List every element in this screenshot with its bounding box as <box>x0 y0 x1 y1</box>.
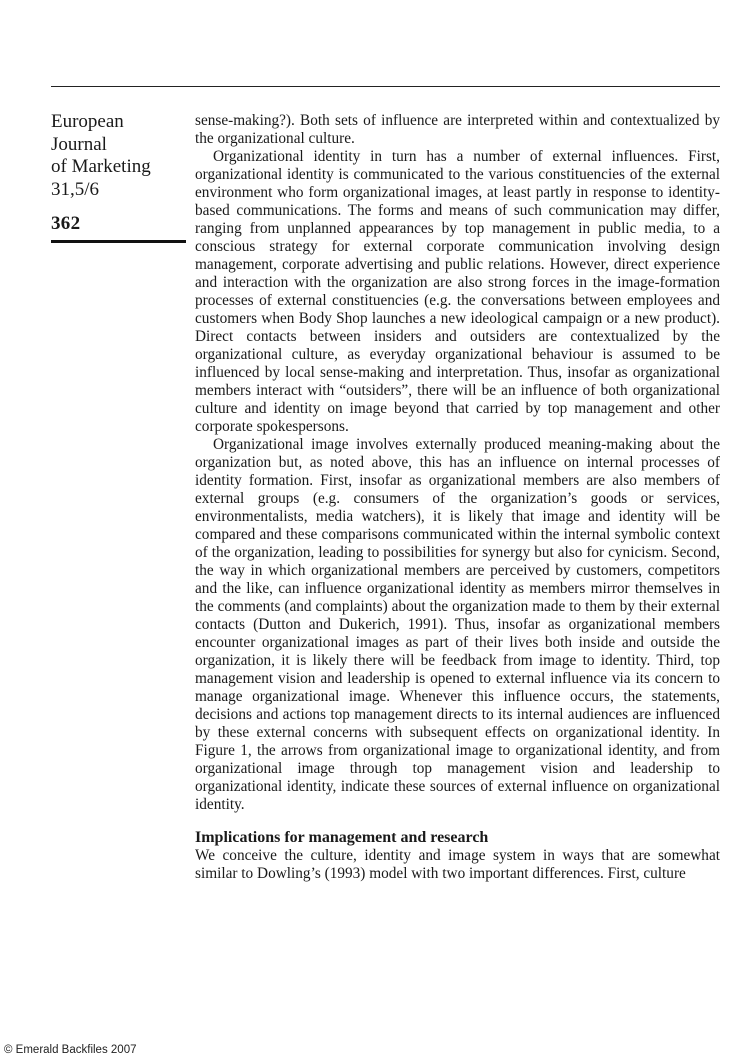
section-heading: Implications for management and research <box>195 829 489 846</box>
top-rule <box>51 86 720 87</box>
journal-line: European <box>51 111 124 132</box>
paragraph: We conceive the culture, identity and image system in ways that are somewhat similar to Dowling’s (1993) model with two important differences. First, culture <box>195 847 720 882</box>
journal-line: of Marketing <box>51 156 151 177</box>
paragraph: Organizational identity in turn has a number of external influences. First, organizational identity is communicated to the various constituencies of the external environment who form organizational images, at least partly in response to identity-based communications. The forms and means of such communication may differ, ranging from unplanned appearances by top management in public media, to a conscious strategy for external corporate communication involving design management, corporate advertising and public relations. However, direct experience and interaction with the organization are also strong forces in the image-formation processes of external constituencies (e.g. the conversations between employees and customers when Body Shop launches a new ideological campaign or a new product). Direct contacts between insiders and outsiders are contextualized by the organizational culture, as everyday organizational behaviour is assumed to be influenced by local sense-making and interpretation. Thus, insofar as organizational members interact with “outsiders”, there will be an influence of both organizational culture and identity on image beyond that carried by top management and other corporate spokespersons. <box>195 148 720 435</box>
journal-volume-issue: 31,5/6 <box>51 178 100 200</box>
paragraph: sense-making?). Both sets of influence are interpreted within and contextualized by the organizational culture. <box>195 112 720 147</box>
paragraph: Organizational image involves externally produced meaning-making about the organization but, as noted above, this has an influence on internal processes of identity formation. First, insofar as organizational members are also members of external groups (e.g. consumers of the organization’s goods or services, environmentalists, media watchers), it is likely that image and identity will be compared and these comparisons communicated within the internal symbolic context of the organization, leading to possibilities for synergy but also for cynicism. Second, the way in which organizational members are perceived by customers, competitors and the like, can influence organizational identity as members mirror themselves in the comments (and complaints) about the organization made to them by their external contacts (Dutton and Dukerich, 1991). Thus, insofar as organizational members encounter organizational images as part of their lives both inside and outside the organization, it is likely there will be feedback from image to identity. Third, top management vision and leadership is opened to external influence via its concern to manage organizational image. Whenever this influence occurs, the statements, decisions and actions top management directs to its internal audiences are influenced by these external concerns with subsequent effects on organizational identity. In Figure 1, the arrows from organizational image to organizational identity, and from organizational image through top management vision and leadership to organizational identity, indicate these sources of external influence on organizational identity. <box>195 436 720 813</box>
sidebar-rule <box>51 240 186 243</box>
copyright-notice: © Emerald Backfiles 2007 <box>4 1044 137 1056</box>
page-number: 362 <box>51 213 81 234</box>
journal-title <box>51 111 186 201</box>
article-body <box>195 112 720 883</box>
journal-line: Journal <box>51 133 107 155</box>
